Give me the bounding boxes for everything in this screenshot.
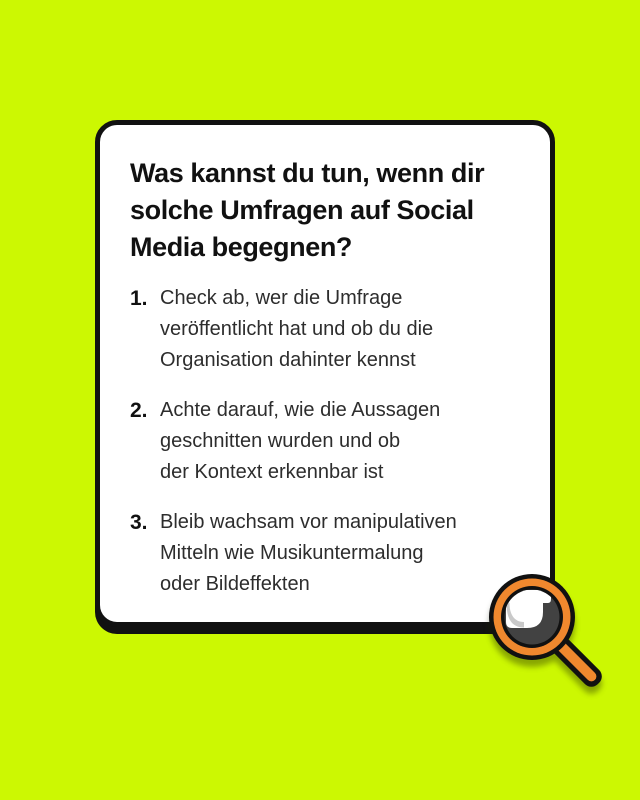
list-item-line: geschnitten wurden und ob (160, 430, 401, 452)
list-item (130, 395, 526, 488)
list-item-line: veröffentlicht hat und ob du die (160, 318, 434, 340)
card-title-line: Was kannst du tun, wenn dir (130, 158, 485, 188)
list-item-line: Bleib wachsam vor manipulativen (160, 511, 457, 533)
card-title (130, 155, 526, 266)
magnifier-icon (462, 547, 612, 697)
list-item-line: Organisation dahinter kennst (160, 349, 416, 371)
list-item (130, 283, 526, 376)
list-item-line: Mitteln wie Musikuntermalung (160, 542, 424, 564)
card-title-line: Media begegnen? (130, 232, 353, 262)
list-item-number: 2. (130, 399, 148, 422)
list-item-text (160, 507, 457, 600)
list-item-text (160, 395, 440, 488)
list-item-number: 3. (130, 511, 148, 534)
card-title-line: solche Umfragen auf Social (130, 195, 474, 225)
list-item-line: oder Bildeffekten (160, 573, 310, 595)
list-item-text (160, 283, 433, 376)
list-item-line: der Kontext erkennbar ist (160, 461, 384, 483)
list-item-line: Achte darauf, wie die Aussagen (160, 399, 441, 421)
list-item-line: Check ab, wer die Umfrage (160, 287, 403, 309)
list-item-number: 1. (130, 287, 148, 310)
